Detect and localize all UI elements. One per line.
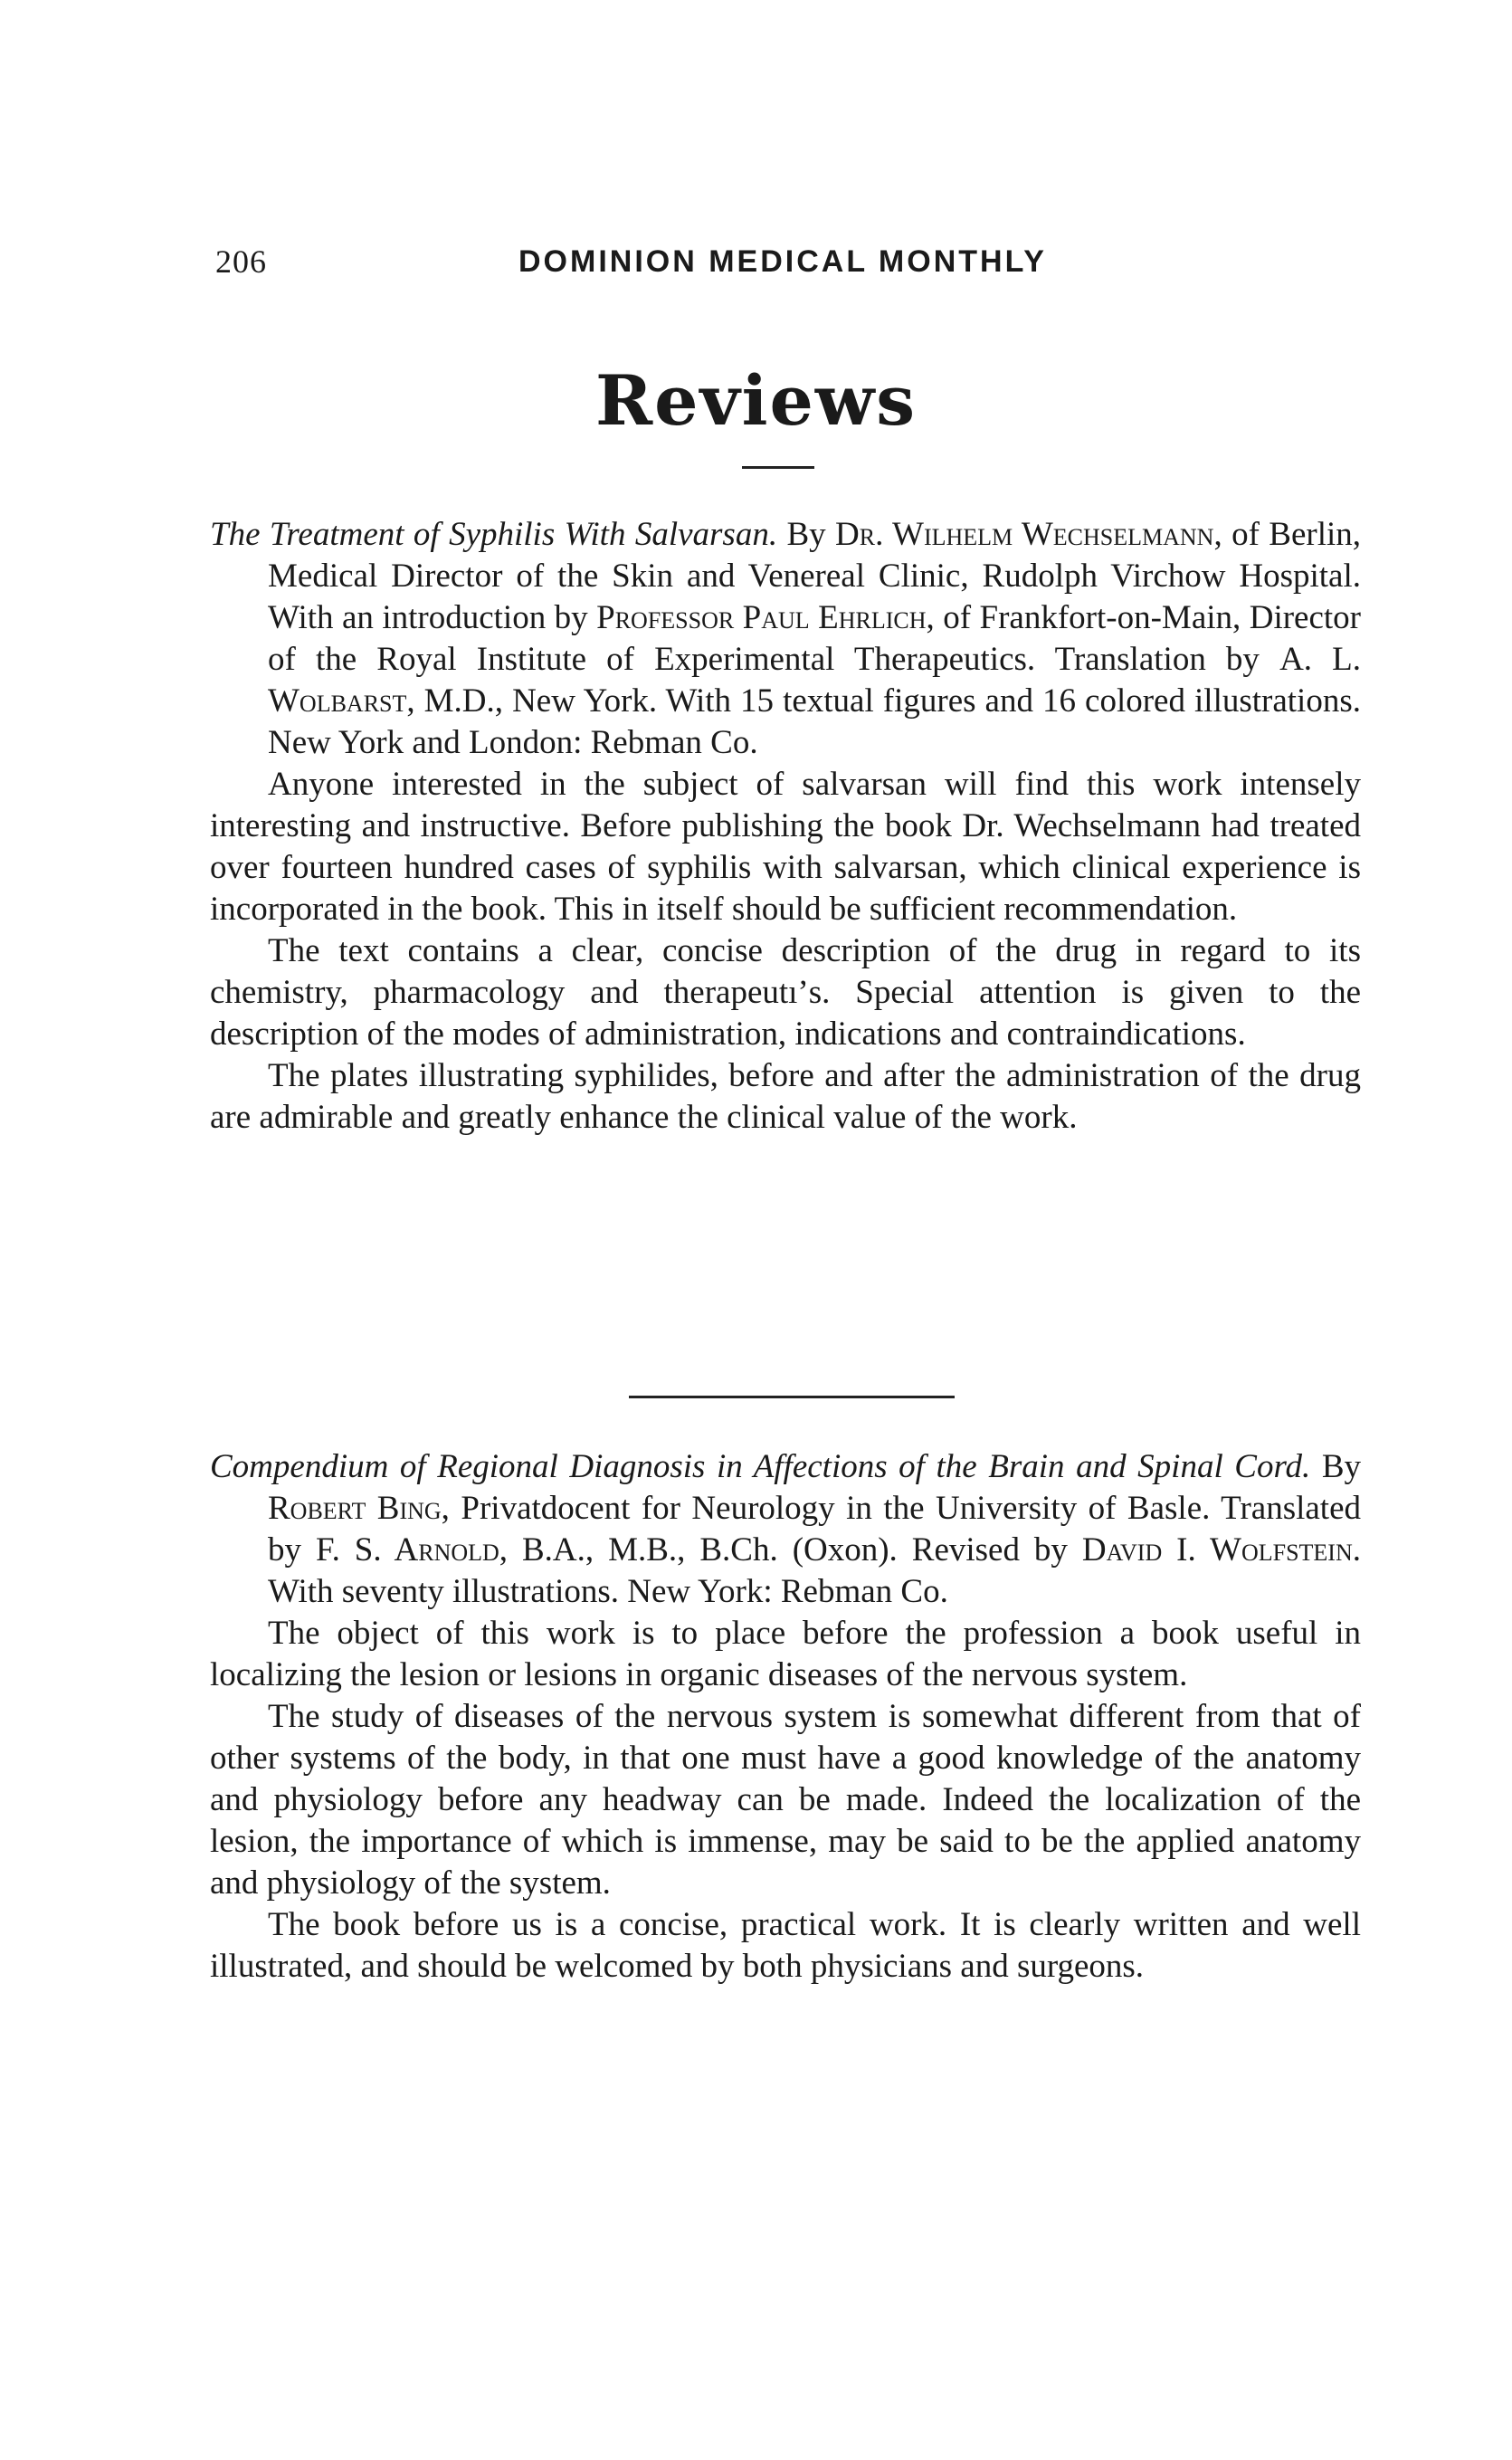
page-header (215, 243, 1355, 288)
section-title: Reviews (594, 360, 918, 441)
review-paragraph: The book before us is a concise, practical work. It is clearly written and well illustrated, and should be welcomed by both physicians and surgeons. (210, 1906, 1361, 1985)
author-details: Privatdocent for Neurology in the University of Basle. Translated by (268, 1490, 1362, 1568)
title-rule (742, 466, 814, 469)
page-number: 206 (215, 243, 267, 280)
intro-author-name: Professor Paul Ehrlich, (596, 599, 935, 636)
translator-name: F. S. Arnold, (315, 1531, 509, 1568)
citation-by: By (1321, 1448, 1361, 1485)
review-paragraph: The object of this work is to place before the profession a book useful in localizing the lesion or lesions in organic diseases of the nervous system. (210, 1615, 1361, 1693)
review-citation (210, 1446, 1361, 1613)
citation-by: By (786, 516, 826, 553)
review-paragraph: The plates illustrating syphilides, before and after the administration of the drug are admirable and greatly enhance the clinical value of the work. (210, 1057, 1361, 1136)
review-paragraph: The study of diseases of the nervous system is somewhat different from that of other systems of the body, in that one must have a good knowledge of the anatomy and physiology before any headway can be made. Indeed the localization of the lesion, the importance of which is immense, may be said to be the applied anatomy and physiology of the system. (210, 1698, 1361, 1902)
publication-details: New York. With 15 textual figures and 16 colored illustrations. New York and London: Rebman Co. (268, 682, 1361, 761)
author-name: Dr. Wilhelm Wechselmann, (835, 516, 1222, 553)
review-separator (629, 1396, 955, 1398)
review-paragraph: The text contains a clear, concise description of the drug in regard to its chemistry, pharmacology and therapeutıʼs. Special attention is given to the description of the modes of administration, indications and contraindications. (210, 932, 1361, 1053)
translator-details: B.A., M.B., B.Ch. (Oxon). Revised by (522, 1531, 1068, 1568)
review-citation (210, 514, 1361, 764)
translator-name: A. L. Wolbarst, M.D., (268, 641, 1362, 720)
reviser-name: David I. Wolfstein. (1081, 1531, 1361, 1568)
author-name: Robert Bing, (268, 1490, 450, 1527)
intro-author-details: of Frankfort-on-Main, Director of the Royal Institute of Experimental Therapeutics. Translation by (268, 599, 1361, 678)
running-head: DOMINION MEDICAL MONTHLY (518, 244, 1047, 279)
book-title: Compendium of Regional Diagnosis in Affections of the Brain and Spinal Cord. (210, 1448, 1311, 1485)
book-title: The Treatment of Syphilis With Salvarsan. (210, 516, 778, 553)
review-regional-diagnosis (210, 1446, 1361, 1988)
author-details: of Berlin, Medical Director of the Skin and Venereal Clinic, Rudolph Virchow Hospital. With an introduction by (268, 516, 1362, 636)
review-paragraph: Anyone interested in the subject of salvarsan will find this work intensely interesting and instructive. Before publishing the book Dr. Wechselmann had treated over fourteen hundred cases of syphilis with salvarsan, which clinical experience is incorporated in the book. This in itself should be sufficient recommendation. (210, 766, 1361, 928)
review-salvarsan (210, 514, 1361, 1139)
publication-details: With seventy illustrations. New York: Rebman Co. (268, 1573, 948, 1610)
